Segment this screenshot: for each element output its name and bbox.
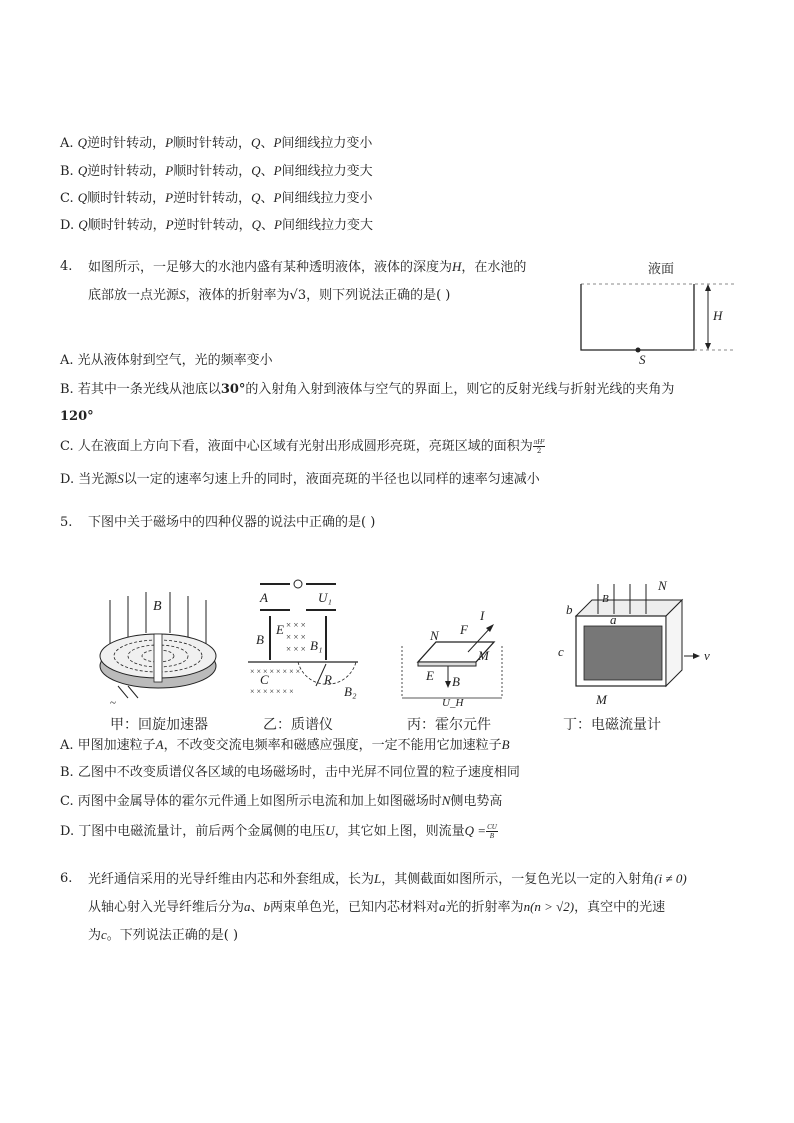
caption-flowmeter: 丁：电磁流量计 [563,717,661,733]
text: 、 [261,218,275,233]
text: 顺时针转动， [173,136,252,151]
angle: 120° [60,409,94,424]
text: B. 乙图中不改变质谱仪各区域的电场磁场时，击中光屏不同位置的粒子速度相同 [60,765,520,780]
sym: a [439,899,446,914]
q3-option-d [60,216,373,235]
sym: P [273,135,282,150]
hall-b-label: B [452,674,460,689]
option-letter: C. [60,191,74,206]
flow-fraction [486,823,498,840]
text: A. 光从液体射到空气，光的频率变小 [60,353,273,368]
q4-option-a [60,352,273,370]
sym: P [165,135,174,150]
text: 逆时针转动， [87,136,166,151]
text: ，其它如上图，则流量 [334,824,465,839]
sym: P [165,217,174,232]
sym: Q [251,190,261,205]
sym: c [101,927,107,942]
sym: U [325,823,335,838]
caption-hall-element: 丙：霍尔元件 [407,717,491,733]
metal-side [584,626,662,680]
text: ，液体的折射率为 [185,288,290,303]
field-marks: × × × [286,632,306,642]
text: 逆时针转动， [173,218,252,233]
sym: (i ≠ 0) [654,871,687,886]
flow-m-label: M [596,692,607,707]
text: 为 [88,928,102,943]
selector-b-label: B [256,632,264,647]
uh-label: U_H [442,697,464,709]
text: 顺时针转动， [87,218,166,233]
text: 侧电势高 [450,794,503,809]
caption-cyclotron: 甲：回旋加速器 [110,717,208,733]
sym: P [165,190,174,205]
area-fraction [533,438,546,455]
q6-number [60,870,72,888]
option-letter: D. [60,218,75,233]
arrow-down [705,343,711,350]
text: 从轴心射入光导纤维后分为 [88,900,245,915]
text: 逆时针转动， [173,191,252,206]
text: ，真空中的光速 [574,900,666,915]
field-marks: × × × [286,620,306,630]
text: ，在水池的 [461,260,527,275]
sym: A [155,737,164,752]
field-arrow [445,681,451,688]
sym: Q [77,190,88,205]
text: 顺时针转动， [87,191,166,206]
text: 。下列说法正确的是( ) [106,928,239,943]
text: 如图所示，一足够大的水池内盛有某种透明液体，液体的深度为 [88,260,453,275]
sym: Q [78,217,88,232]
option-letter: A. [60,136,74,151]
sym: Q [77,135,88,150]
source-label: S [639,352,646,367]
sym: S [179,287,186,302]
sym: P [273,163,282,178]
sym: Q [251,135,261,150]
radius-label: R [324,672,332,687]
selector-b1-label: B₁ [310,638,323,653]
text: 间细线拉力变大 [281,164,373,179]
u1-label: U₁ [318,590,332,605]
q5-option-c [60,792,502,811]
q5-option-b [60,764,520,782]
q6-line3 [88,926,238,945]
q4-stem-line2 [88,286,450,305]
q4-option-d [60,470,540,489]
field-marks: × × × × × × × × [250,667,301,676]
cyclotron-b-label: B [153,599,162,614]
text: ，其侧截面如图所示，一复色光以一定的入射角 [381,872,655,887]
text: 顺时针转动， [173,164,252,179]
text: C. 丙图中金属导体的霍尔元件通上如图所示电流和加上如图磁场时 [60,794,442,809]
hall-i-label: I [480,608,485,623]
question-number: 5. [60,515,73,530]
sym: L [374,871,382,886]
sym: Q = [464,823,487,838]
text: ，不改变交流电频率和磁感应强度，一定不能用它加速粒子 [163,738,502,753]
text: 逆时针转动， [87,164,166,179]
sym: P [165,163,174,178]
text: D. 当光源 [60,472,118,487]
q4-option-c [60,438,545,456]
text: 、 [260,191,274,206]
flow-adim-label: a [610,612,617,627]
mass-spectrometer-diagram [248,580,358,699]
sym: Q [251,217,261,232]
sym: S [117,471,124,486]
text: 的入射角入射到液体与空气的界面上，则它的反射光线与折射光线的夹角为 [245,382,675,397]
q3-option-c [60,189,373,208]
text: B. 若其中一条光线从池底以 [60,382,221,397]
surface-label: 液面 [648,261,675,276]
pipe-top [576,600,682,616]
text: 间细线拉力变小 [281,191,373,206]
pool-walls [581,284,694,350]
text: 下图中关于磁场中的四种仪器的说法中正确的是( ) [88,515,376,530]
sym: H [452,259,462,274]
question-number: 6. [60,871,73,886]
hall-n-label: N [430,628,439,643]
text: 、 [260,136,274,151]
arrow-up [705,284,711,291]
sym: N [441,793,451,808]
sym: n(n > √2) [523,899,575,914]
sqrt-value: √3 [289,288,307,303]
b2-label: B₂ [344,684,357,699]
text: 光的折射率为 [445,900,524,915]
plate-a-label: A [260,590,268,605]
q3-option-a [60,134,372,153]
flow-n-label: N [658,578,667,593]
cyclotron-diagram [100,592,216,709]
velocity-arrow [693,653,700,659]
q5-option-d [60,822,498,841]
question-number: 4. [60,259,73,274]
flow-bdim-label: b [566,602,573,617]
text: A. 甲图加速粒子 [60,738,156,753]
dee-gap [154,634,162,682]
denominator: 2 [536,447,542,455]
text: 、 [260,164,274,179]
depth-label: H [713,308,723,323]
q4-stem-line1 [60,258,72,276]
text: 两束单色光，已知内芯材料对 [270,900,440,915]
caption-mass-spectrometer: 乙：质谱仪 [263,717,333,733]
q4-option-b-cont [60,408,94,426]
pipe-side [666,600,682,686]
q4-option-b [60,381,674,399]
text: 间细线拉力变大 [281,218,373,233]
sym: P [274,217,282,232]
text: 间细线拉力变小 [281,136,373,151]
numerator: CU [487,823,497,831]
pool-diagram [576,258,746,368]
sym: a [244,899,251,914]
numerator: πH² [533,438,545,446]
q3-option-b [60,162,373,181]
q6-line1 [88,870,687,889]
sym: P [273,190,282,205]
q5-option-a [60,736,510,755]
sym: B [501,737,510,752]
option-letter: B. [60,164,74,179]
hall-element-diagram [402,608,502,709]
text: 、 [250,900,264,915]
flowmeter-diagram [558,578,710,707]
hall-f-label: F [460,622,468,637]
flow-cdim-label: c [558,644,564,659]
hall-plate-side [418,662,476,666]
denominator: B [489,832,495,840]
hall-m-label: M [478,648,489,663]
instruments-figure [88,578,708,708]
sym: Q [251,163,261,178]
text: ，则下列说法正确的是( ) [306,288,451,303]
field-marks: × × × × × × × [250,687,294,696]
q5-stem [88,514,375,532]
q6-line2 [88,898,665,917]
flow-v-label: v [704,648,710,663]
text: 底部放一点光源 [88,288,180,303]
angle: 30° [220,382,246,397]
selector-e-label: E [276,622,284,637]
ac-source-icon: ~ [110,697,116,709]
text: 以一定的速率匀速上升的同时，液面亮斑的半径也以同样的速率匀速减小 [123,472,540,487]
text: 光纤通信采用的光导纤维由内芯和外套组成，长为 [88,872,375,887]
sym: Q [77,163,88,178]
hall-e-label: E [426,668,434,683]
q5-number [60,514,72,532]
sym: b [263,899,271,914]
point-c-label: C [260,672,269,687]
field-marks: × × × [286,644,306,654]
flow-b-label: B [602,593,609,605]
text: C. 人在液面上方向下看，液面中心区域有光射出形成圆形亮斑，亮斑区域的面积为 [60,439,533,454]
q4-stem-line1-text [88,258,526,277]
text: D. 丁图中电磁流量计，前后两个金属侧的电压 [60,824,326,839]
